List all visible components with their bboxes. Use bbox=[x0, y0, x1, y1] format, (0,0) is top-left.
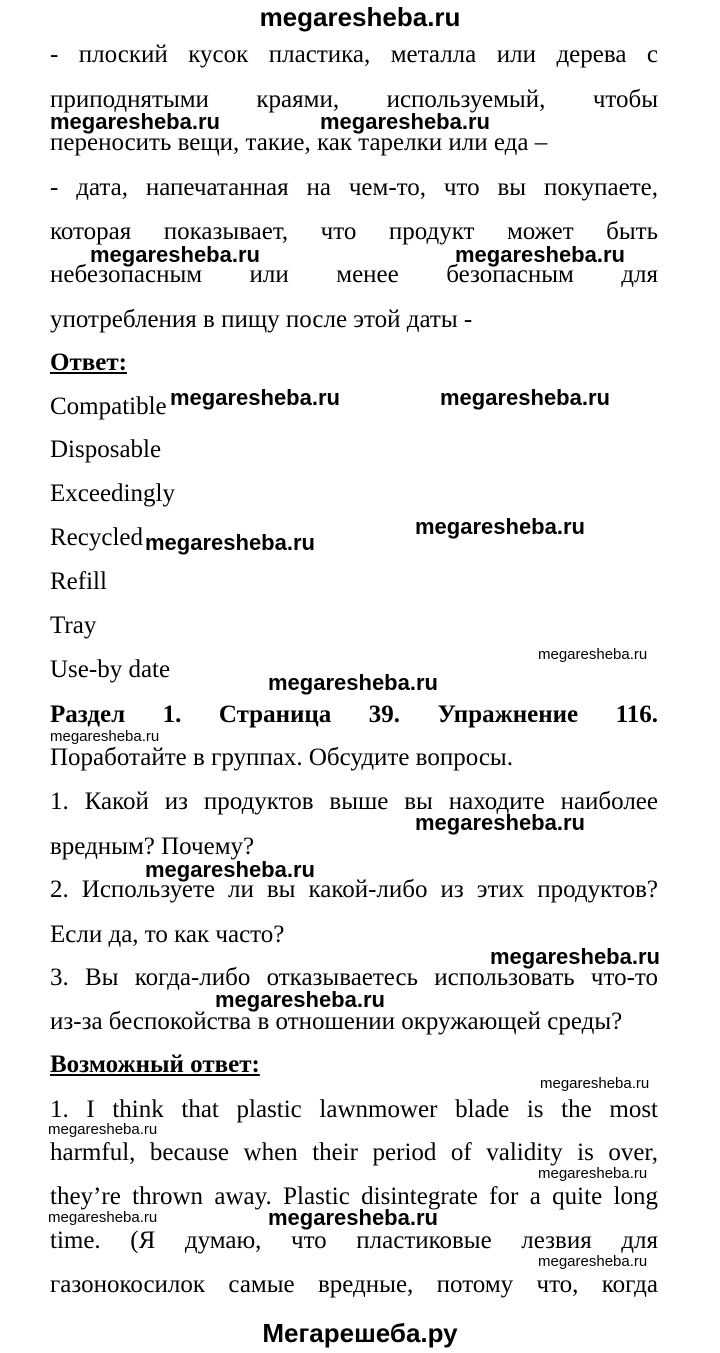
watermark: megaresheba.ru bbox=[268, 1205, 438, 1230]
watermark: megaresheba.ru bbox=[320, 109, 490, 134]
watermark-small: megaresheba.ru bbox=[538, 1253, 648, 1270]
watermark-small: megaresheba.ru bbox=[538, 646, 648, 663]
watermark: megaresheba.ru bbox=[50, 109, 220, 134]
section-heading: Раздел 1. Страница 39. Упражнение 116. bbox=[50, 701, 658, 728]
definition-line: которая показывает, что продукт может быть bbox=[50, 218, 658, 245]
task-line: Поработайте в группах. Обсудите вопросы. bbox=[50, 744, 513, 771]
watermark: megaresheba.ru bbox=[145, 530, 315, 555]
watermark-small: megaresheba.ru bbox=[50, 728, 160, 745]
possible-answer-line: time. (Я думаю, что пластиковые лезвия для bbox=[50, 1227, 658, 1254]
watermark: megaresheba.ru bbox=[415, 810, 585, 835]
task-line: из-за беспокойства в отношении окружающей среды? bbox=[50, 1008, 623, 1035]
site-header[interactable]: megaresheba.ru bbox=[259, 2, 461, 32]
watermark: megaresheba.ru bbox=[455, 242, 625, 267]
answer-item: Exceedingly bbox=[50, 480, 175, 507]
watermark: megaresheba.ru bbox=[170, 385, 340, 410]
definition-line: - дата, напечатанная на чем-то, что вы покупаете, bbox=[50, 174, 658, 201]
task-line: вредным? Почему? bbox=[50, 833, 255, 860]
watermark: megaresheba.ru bbox=[490, 944, 660, 969]
watermark: megaresheba.ru bbox=[440, 385, 610, 410]
watermark-small: megaresheba.ru bbox=[540, 1075, 650, 1092]
definition-line: употребления в пищу после этой даты - bbox=[50, 306, 473, 333]
answer-heading: Ответ: bbox=[50, 349, 127, 376]
definition-line: переносить вещи, такие, как тарелки или еда – bbox=[50, 129, 548, 156]
watermark-small: megaresheba.ru bbox=[48, 1209, 158, 1226]
definition-line: приподнятыми краями, используемый, чтобы bbox=[50, 86, 658, 113]
answer-item: Tray bbox=[50, 612, 97, 639]
answer-item: Compatible bbox=[50, 393, 167, 420]
watermark: megaresheba.ru bbox=[215, 987, 385, 1012]
watermark: megaresheba.ru bbox=[415, 514, 585, 539]
watermark: megaresheba.ru bbox=[268, 670, 438, 695]
answer-item: Disposable bbox=[50, 436, 162, 463]
task-line: 2. Используете ли вы какой-либо из этих продуктов? bbox=[50, 876, 658, 903]
possible-answer-line: газонокосилок самые вредные, потому что, когда bbox=[50, 1271, 658, 1298]
possible-answer-line: they’re thrown away. Plastic disintegrate for a quite long bbox=[50, 1183, 658, 1210]
possible-answer-line: harmful, because when their period of validity is over, bbox=[50, 1139, 658, 1166]
watermark-small: megaresheba.ru bbox=[48, 1121, 158, 1138]
answer-item: Refill bbox=[50, 568, 107, 595]
task-line: 1. Какой из продуктов выше вы находите наиболее bbox=[50, 788, 658, 815]
answer-item: Use-by date bbox=[50, 656, 171, 683]
site-footer[interactable]: Мегарешеба.ру bbox=[262, 1318, 458, 1348]
watermark: megaresheba.ru bbox=[90, 242, 260, 267]
definition-line: - плоский кусок пластика, металла или дерева с bbox=[50, 41, 658, 68]
possible-answer-heading: Возможный ответ: bbox=[50, 1051, 260, 1078]
watermark: megaresheba.ru bbox=[145, 857, 315, 882]
watermark-small: megaresheba.ru bbox=[538, 1165, 648, 1182]
definition-line: небезопасным или менее безопасным для bbox=[50, 261, 658, 288]
task-line: 3. Вы когда-либо отказываетесь использовать что-то bbox=[50, 964, 658, 991]
possible-answer-line: 1. I think that plastic lawnmower blade is the most bbox=[50, 1096, 658, 1123]
task-line: Если да, то как часто? bbox=[50, 921, 285, 948]
answer-item: Recycled bbox=[50, 524, 144, 551]
